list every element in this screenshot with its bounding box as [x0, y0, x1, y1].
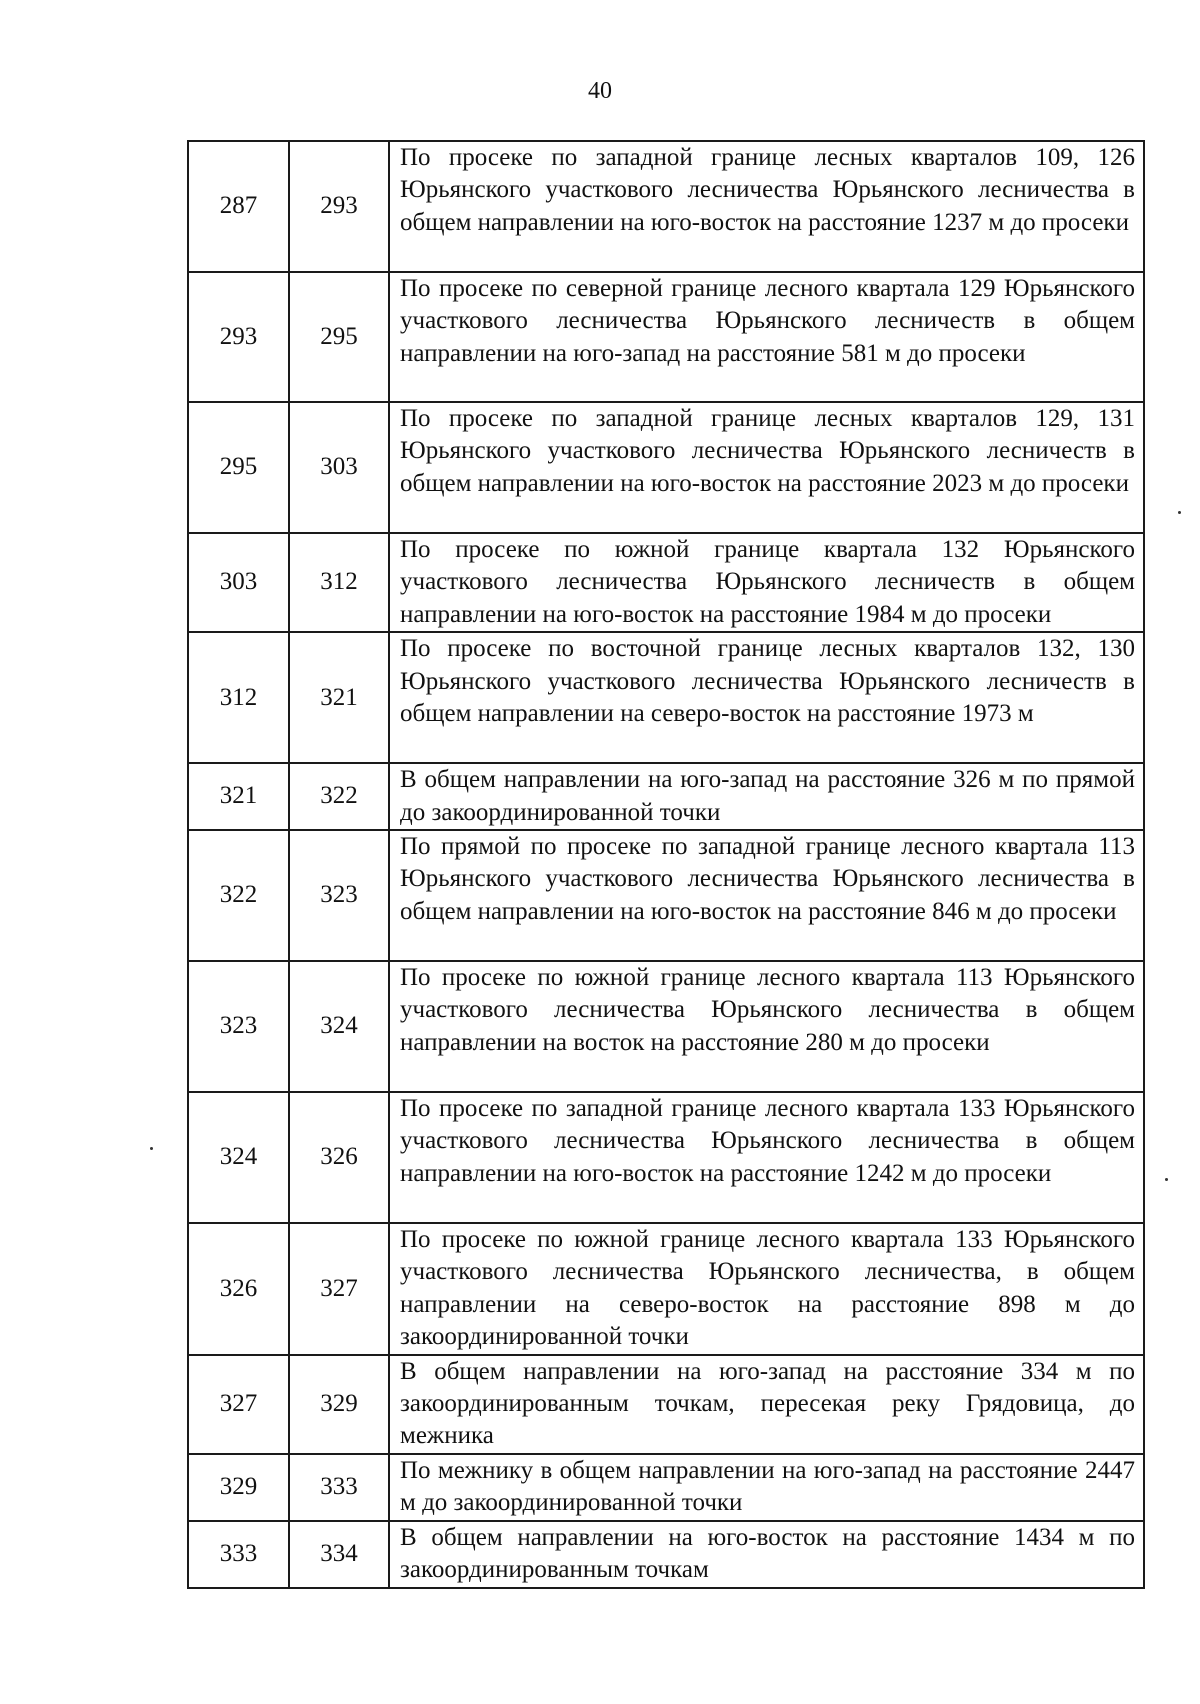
route-description-text: По просеке по южной границе лесного квартала 133 Юрьянского участкового лесничества Юрьянского лесничества, в общем направлении на северо-восток на расстояние 898 м до закоординированной точки: [400, 1226, 1135, 1351]
route-description-text: По просеке по западной границе лесных кварталов 109, 126 Юрьянского участкового лесничества Юрьянского лесничества в общем направлении на юго-восток на расстояние 1237 м до просеки: [400, 144, 1135, 236]
route-description-text: В общем направлении на юго-запад на расстояние 326 м по прямой до закоординированной точки: [400, 766, 1135, 826]
route-description-text: По прямой по просеке по западной границе лесного квартала 113 Юрьянского участкового лесничества Юрьянского лесничества в общем направлении на юго-восток на расстояние 846 м до просеки: [400, 833, 1135, 925]
table-row: [188, 632, 1144, 763]
route-description-text: По просеке по северной границе лесного квартала 129 Юрьянского участкового лесничества Юрьянского лесничеств в общем направлении на юго-запад на расстояние 581 м до просеки: [400, 275, 1135, 367]
boundary-table: [187, 140, 1145, 1589]
to-point: 333: [289, 1454, 389, 1521]
table-row: [188, 141, 1144, 272]
from-point: 329: [188, 1454, 289, 1521]
table-body: [188, 141, 1144, 1588]
route-description-text: В общем направлении на юго-восток на расстояние 1434 м по закоординированным точкам: [400, 1523, 1135, 1584]
from-point: 293: [188, 272, 289, 402]
route-description-text: По межнику в общем направлении на юго-запад на расстояние 2447 м до закоординированной точки: [400, 1456, 1135, 1517]
table-row: [188, 763, 1144, 830]
from-point: 295: [188, 402, 289, 533]
route-description-text: По просеке по западной границе лесного квартала 133 Юрьянского участкового лесничества Юрьянского лесничества в общем направлении на юго-восток на расстояние 1242 м до просеки: [400, 1095, 1135, 1187]
from-point: 321: [188, 763, 289, 830]
to-point: 327: [289, 1223, 389, 1355]
table-row: [188, 1223, 1144, 1355]
to-point: 323: [289, 830, 389, 961]
scan-speck: [1178, 511, 1181, 514]
table-row: [188, 533, 1144, 632]
from-point: 323: [188, 961, 289, 1092]
route-description: [389, 830, 1144, 961]
route-description-text: По просеке по южной границе квартала 132 Юрьянского участкового лесничества Юрьянского лесничеств в общем направлении на юго-восток на расстояние 1984 м до просеки: [400, 536, 1135, 628]
table-row: [188, 1355, 1144, 1454]
to-point: 295: [289, 272, 389, 402]
route-description-text: По просеке по западной границе лесных кварталов 129, 131 Юрьянского участкового лесничества Юрьянского лесничеств в общем направлении на юго-восток на расстояние 2023 м до просеки: [400, 405, 1135, 497]
to-point: 326: [289, 1092, 389, 1223]
scan-speck: [150, 1147, 153, 1150]
route-description: [389, 961, 1144, 1092]
from-point: 324: [188, 1092, 289, 1223]
scan-speck: [1165, 1178, 1168, 1181]
table-row: [188, 1521, 1144, 1588]
page-number: 40: [588, 78, 612, 104]
from-point: 333: [188, 1521, 289, 1588]
to-point: 329: [289, 1355, 389, 1454]
to-point: 334: [289, 1521, 389, 1588]
table-row: [188, 1092, 1144, 1223]
route-description-text: По просеке по южной границе лесного квартала 113 Юрьянского участкового лесничества Юрьянского лесничества в общем направлении на восток на расстояние 280 м до просеки: [400, 964, 1135, 1056]
to-point: 303: [289, 402, 389, 533]
table-row: [188, 402, 1144, 533]
route-description: [389, 1454, 1144, 1521]
route-description: [389, 1092, 1144, 1223]
route-description: [389, 141, 1144, 272]
route-description: [389, 763, 1144, 830]
from-point: 327: [188, 1355, 289, 1454]
route-description: [389, 1223, 1144, 1355]
table-row: [188, 961, 1144, 1092]
to-point: 324: [289, 961, 389, 1092]
route-description: [389, 402, 1144, 533]
table-row: [188, 830, 1144, 961]
from-point: 326: [188, 1223, 289, 1355]
route-description: [389, 632, 1144, 763]
to-point: 312: [289, 533, 389, 632]
to-point: 322: [289, 763, 389, 830]
from-point: 312: [188, 632, 289, 763]
table-row: [188, 272, 1144, 402]
to-point: 293: [289, 141, 389, 272]
table-row: [188, 1454, 1144, 1521]
route-description: [389, 533, 1144, 632]
route-description: [389, 1521, 1144, 1588]
route-description-text: По просеке по восточной границе лесных кварталов 132, 130 Юрьянского участкового лесничества Юрьянского лесничеств в общем направлении на северо-восток на расстояние 1973 м: [400, 635, 1135, 728]
from-point: 303: [188, 533, 289, 632]
from-point: 287: [188, 141, 289, 272]
to-point: 321: [289, 632, 389, 763]
route-description-text: В общем направлении на юго-запад на расстояние 334 м по закоординированным точкам, пересекая реку Грядовица, до межника: [400, 1357, 1135, 1450]
from-point: 322: [188, 830, 289, 961]
route-description: [389, 1355, 1144, 1454]
route-description: [389, 272, 1144, 402]
